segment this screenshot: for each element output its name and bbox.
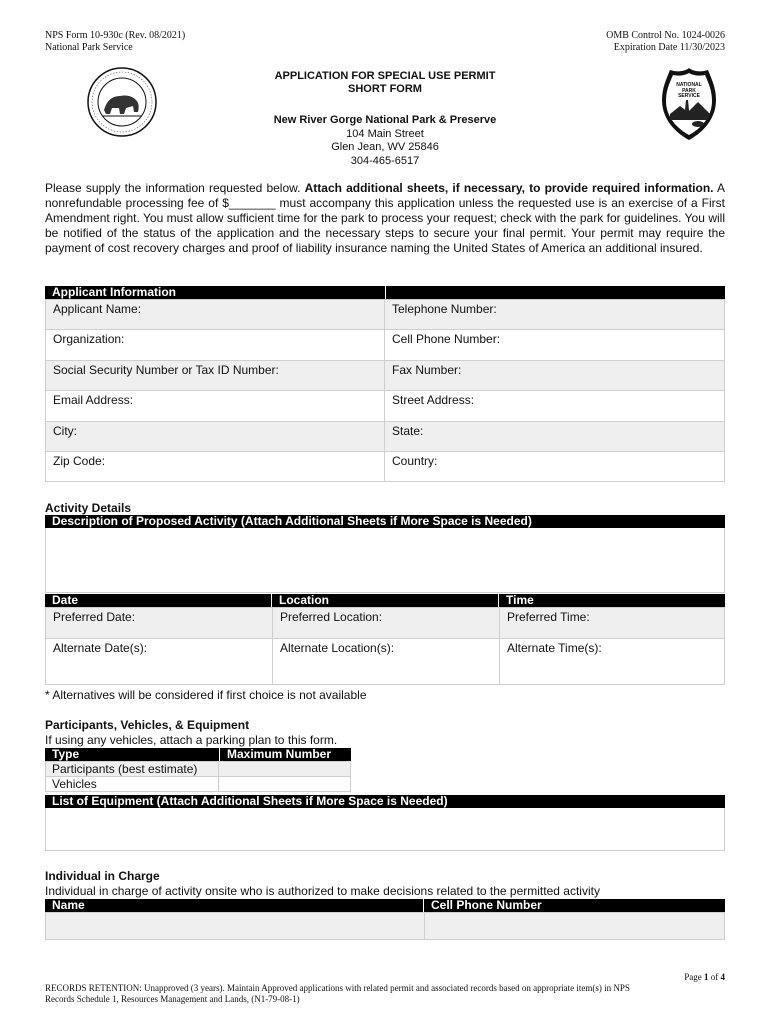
equipment-textarea[interactable]	[45, 808, 725, 851]
city-field[interactable]: City:	[46, 422, 385, 452]
description-textarea[interactable]	[45, 528, 725, 593]
page-footer	[45, 972, 725, 1005]
in-charge-name-field[interactable]	[46, 913, 425, 940]
records-retention-line-1: RECORDS RETENTION: Unapproved (3 years). Maintain Approved applications with related permit and associated records based on appropriate item(s) in NPS	[45, 983, 630, 993]
vehicles-label: Vehicles	[46, 777, 219, 792]
park-street: 104 Main Street	[346, 127, 424, 140]
table-row	[46, 361, 725, 391]
preferred-date-field[interactable]: Preferred Date:	[46, 608, 273, 639]
participants-max-field[interactable]	[219, 762, 351, 777]
in-charge-cell-phone-field[interactable]	[425, 913, 725, 940]
table-row	[46, 777, 351, 792]
records-retention-line-2: Records Schedule 1, Resources Management and Lands, (N1-79-08-1)	[45, 994, 300, 1004]
nps-logo-text	[674, 83, 704, 100]
email-address-field[interactable]: Email Address:	[46, 391, 385, 422]
nps-arrowhead-icon	[660, 66, 718, 142]
agency-name: National Park Service	[45, 42, 133, 53]
applicant-table	[45, 299, 725, 482]
vehicles-max-field[interactable]	[219, 777, 351, 792]
alternatives-note: * Alternatives will be considered if first choice is not available	[45, 688, 367, 702]
individual-in-charge-table	[45, 912, 725, 940]
form-header-left	[45, 30, 185, 54]
participants-subtitle: If using any vehicles, attach a parking plan to this form.	[45, 733, 338, 747]
date-column-header: Date	[45, 594, 271, 607]
table-row	[46, 608, 725, 639]
table-row	[46, 300, 725, 330]
equipment-section	[45, 795, 725, 851]
table-row	[46, 452, 725, 482]
title-line-2: SHORT FORM	[348, 83, 422, 95]
page-separator: of	[708, 972, 721, 982]
page-total: 4	[720, 972, 725, 982]
organization-field[interactable]: Organization:	[46, 330, 385, 361]
state-field[interactable]: State:	[385, 422, 725, 452]
preferred-time-field[interactable]: Preferred Time:	[500, 608, 725, 639]
expiration-date: Expiration Date 11/30/2023	[613, 42, 725, 53]
park-name: New River Gorge National Park & Preserve	[273, 114, 497, 126]
location-column-header: Location	[272, 594, 498, 607]
name-column-header: Name	[45, 899, 423, 912]
omb-control-number: OMB Control No. 1024-0026	[606, 30, 725, 41]
preferred-location-field[interactable]: Preferred Location:	[273, 608, 500, 639]
intro-text-2: A nonrefundable processing fee of $_______ must accompany this application unless the requested use is an exercise of a First Amendment right. You must allow sufficient time for the park to process your request; check with the park for guidelines. You will be notified of the status of the application and the necessary steps to secure your final permit. Your permit may require the payment of cost recovery charges and proof of liability insurance naming the United States of America an additional insured.	[45, 181, 725, 255]
alternate-location-field[interactable]: Alternate Location(s):	[273, 639, 500, 685]
individual-in-charge-subtitle: Individual in charge of activity onsite who is authorized to make decisions related to the permitted activity	[45, 884, 600, 898]
cell-phone-number-field[interactable]: Cell Phone Number:	[385, 330, 725, 361]
table-row	[46, 422, 725, 452]
applicant-name-field[interactable]: Applicant Name:	[46, 300, 385, 330]
park-phone: 304-465-6517	[350, 154, 420, 167]
applicant-info-header: Applicant Information	[45, 286, 385, 299]
zip-code-field[interactable]: Zip Code:	[46, 452, 385, 482]
park-city-state: Glen Jean, WV 25846	[331, 141, 439, 153]
intro-bold-text: Attach additional sheets, if necessary, to provide required information.	[304, 181, 714, 195]
equipment-header: List of Equipment (Attach Additional Sheets if More Space is Needed)	[45, 795, 725, 808]
park-address-block	[200, 114, 570, 168]
title-line-1: APPLICATION FOR SPECIAL USE PERMIT	[274, 70, 496, 82]
date-location-time-table	[45, 607, 725, 685]
description-header: Description of Proposed Activity (Attach Additional Sheets if More Space is Needed)	[45, 515, 725, 528]
form-title	[200, 70, 570, 96]
page-number	[45, 972, 725, 983]
type-column-header: Type	[45, 748, 219, 761]
activity-details-title: Activity Details	[45, 501, 132, 515]
table-row	[46, 639, 725, 685]
participants-table-section	[45, 748, 351, 792]
form-number: NPS Form 10-930c (Rev. 08/2021)	[45, 30, 186, 41]
time-column-header: Time	[499, 594, 725, 607]
table-row	[46, 913, 725, 940]
country-field[interactable]: Country:	[385, 452, 725, 482]
individual-in-charge-title: Individual in Charge	[45, 869, 160, 883]
doi-seal-icon	[86, 66, 158, 138]
page-current: 1	[704, 972, 709, 982]
maximum-number-column-header: Maximum Number	[220, 748, 351, 761]
instructions-paragraph	[45, 181, 725, 256]
logo-word-1: NATIONAL	[676, 82, 702, 88]
alternate-time-field[interactable]: Alternate Time(s):	[500, 639, 725, 685]
table-row	[46, 391, 725, 422]
table-row	[46, 762, 351, 777]
intro-text-1: Please supply the information requested below.	[45, 181, 305, 195]
table-row	[46, 330, 725, 361]
logo-word-2: PARK	[682, 87, 696, 94]
form-header-right	[606, 30, 725, 54]
applicant-info-section	[45, 286, 725, 482]
fax-number-field[interactable]: Fax Number:	[385, 361, 725, 391]
participants-label: Participants (best estimate)	[46, 762, 219, 777]
page-prefix: Page	[684, 972, 704, 982]
ssn-tax-id-field[interactable]: Social Security Number or Tax ID Number:	[46, 361, 385, 391]
individual-in-charge-section	[45, 899, 725, 940]
alternate-date-field[interactable]: Alternate Date(s):	[46, 639, 273, 685]
participants-table	[45, 761, 351, 792]
telephone-number-field[interactable]: Telephone Number:	[385, 300, 725, 330]
applicant-info-header-right	[386, 286, 725, 299]
participants-title: Participants, Vehicles, & Equipment	[45, 718, 250, 732]
street-address-field[interactable]: Street Address:	[385, 391, 725, 422]
logo-word-3: SERVICE	[678, 93, 700, 99]
cell-phone-column-header: Cell Phone Number	[424, 899, 725, 912]
activity-section	[45, 515, 725, 685]
